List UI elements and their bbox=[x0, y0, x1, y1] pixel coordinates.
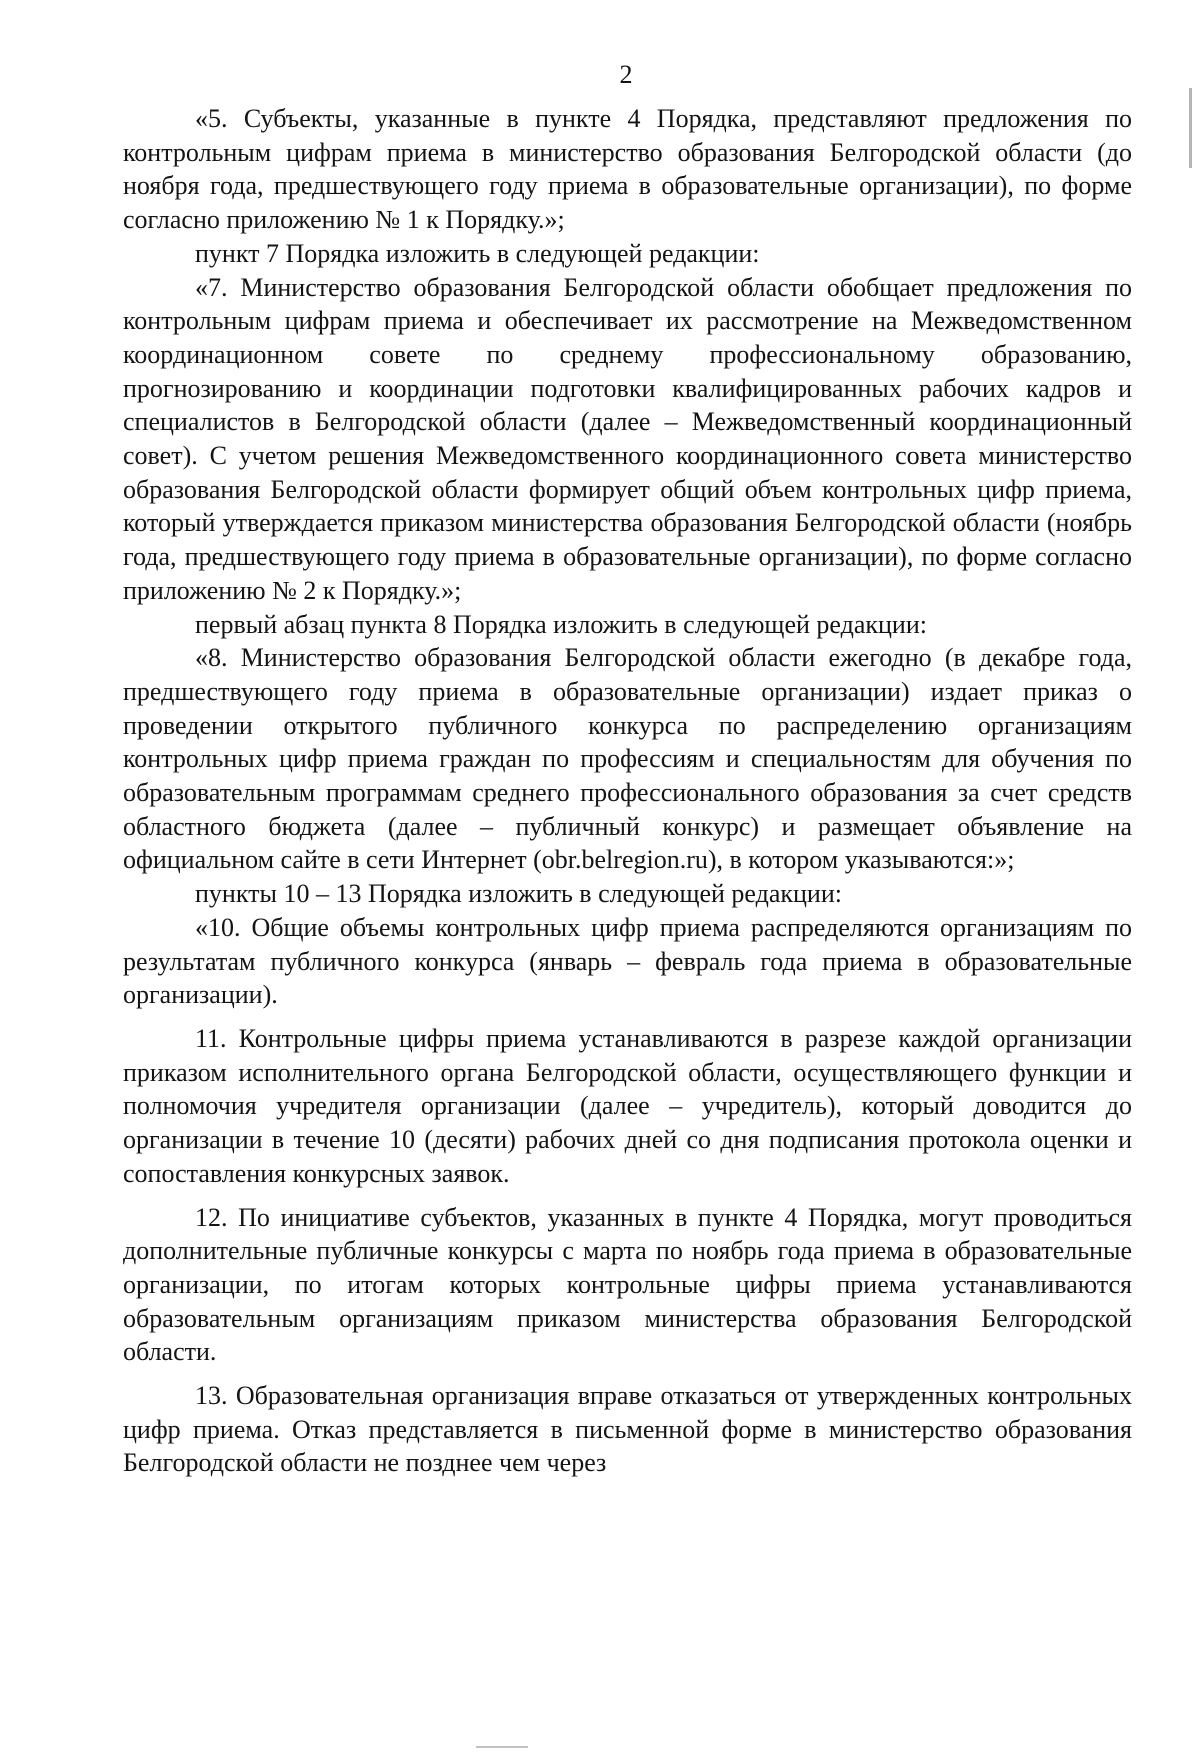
paragraph-item-7: «7. Министерство образования Белгородской области обобщает предложения по контрольным цифрам приема и обеспечивает их рассмотрение на Межведомственном координационном совете по среднему профессиональному образованию, прогнозированию и координации подготовки квалифицированных рабочих кадров и специалистов в Белгородской области (далее – Межведомственный координационный совет). С учетом решения Межведомственного координационного совета министерство образования Белгородской области формирует общий объем контрольных цифр приема, который утверждается приказом министерства образования Белгородской области (ноябрь года, предшествующего году приема в образовательные организации), по форме согласно приложению № 2 к Порядку.»; bbox=[123, 272, 1132, 605]
instruction-items-10-13: пункты 10 – 13 Порядка изложить в следующей редакции: bbox=[195, 879, 842, 909]
paragraph-item-12: 12. По инициативе субъектов, указанных в пункте 4 Порядка, могут проводиться дополнительные публичные конкурсы с марта по ноябрь года приема в образовательные организации, по итогам которых контрольные цифры приема устанавливаются образовательным организациям приказом министерства образования Белгородской области. bbox=[123, 1202, 1132, 1367]
paragraph-item-8: «8. Министерство образования Белгородской области ежегодно (в декабре года, предшествующего году приема в образовательные организации) издает приказ о проведении открытого публичного конкурса по распределению организациям контрольных цифр приема граждан по профессиям и специальностям для обучения по образовательным программам среднего профессионального образования за счет средств областного бюджета (далее – публичный конкурс) и размещает объявление на официальном сайте в сети Интернет (obr.belregion.ru), в котором указываются:»; bbox=[123, 643, 1132, 875]
scan-edge-mark bbox=[1189, 88, 1192, 168]
document-body bbox=[123, 102, 1132, 1480]
scan-bottom-mark bbox=[476, 1746, 528, 1748]
paragraph-item-11: 11. Контрольные цифры приема устанавливаются в разрезе каждой организации приказом исполнительного органа Белгородской области, осуществляющего функции и полномочия учредителя организации (далее – учредитель), который доводится до организации в течение 10 (десяти) рабочих дней со дня подписания протокола оценки и сопоставления конкурсных заявок. bbox=[123, 1023, 1132, 1188]
page-number: 2 bbox=[619, 60, 633, 89]
instruction-item-8: первый абзац пункта 8 Порядка изложить в следующей редакции: bbox=[195, 609, 927, 639]
paragraph-item-13: 13. Образовательная организация вправе отказаться от утвержденных контрольных цифр приема. Отказ представляется в письменной форме в министерство образования Белгородской области не позднее чем через bbox=[123, 1381, 1132, 1478]
paragraph-item-10: «10. Общие объемы контрольных цифр приема распределяются организациям по результатам публичного конкурса (январь – февраль года приема в образовательные организации). bbox=[123, 912, 1132, 1010]
instruction-item-7: пункт 7 Порядка изложить в следующей редакции: bbox=[195, 238, 760, 268]
paragraph-item-5: «5. Субъекты, указанные в пункте 4 Порядка, представляют предложения по контрольным цифрам приема в министерство образования Белгородской области (до ноября года, предшествующего году приема в образовательные организации), по форме согласно приложению № 1 к Порядку.»; bbox=[123, 104, 1132, 235]
